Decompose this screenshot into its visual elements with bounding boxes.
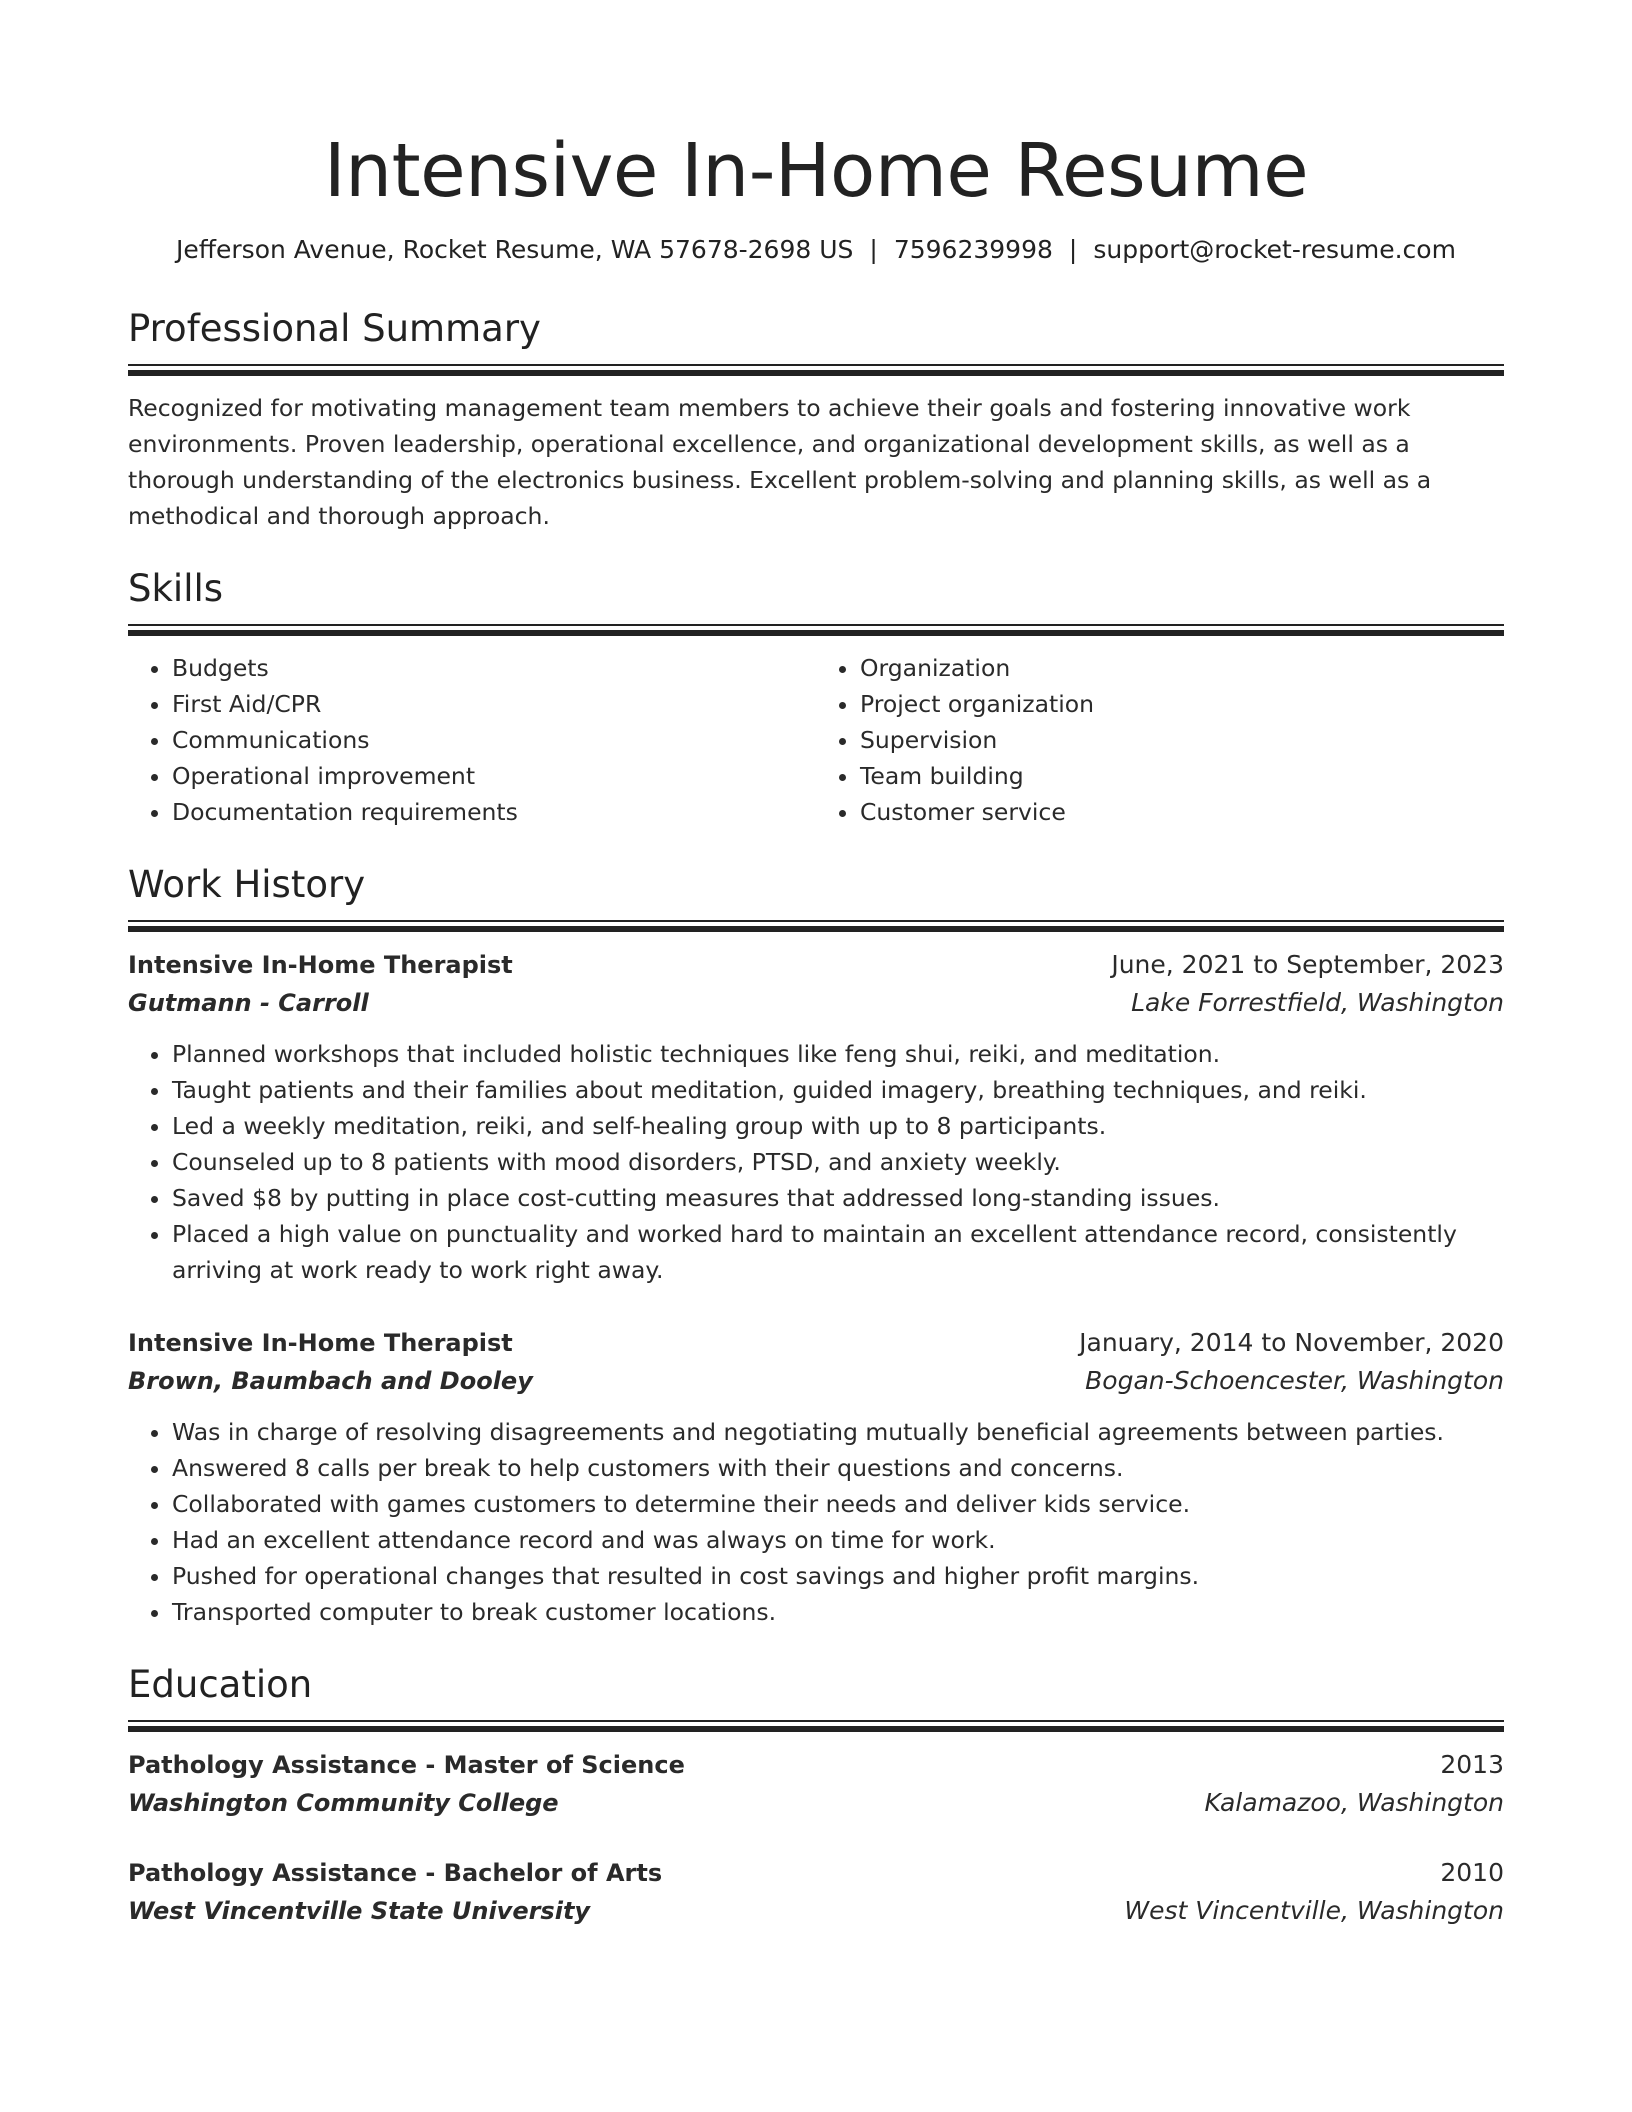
contact-address: Jefferson Avenue, Rocket Resume, WA 57678-2698 US <box>176 235 854 264</box>
job-location: Bogan-Schoencester, Washington <box>1085 1366 1504 1395</box>
summary-heading: Professional Summary <box>128 307 541 350</box>
summary-section <box>128 304 1504 534</box>
section-divider <box>128 920 1504 932</box>
contact-email: support@rocket-resume.com <box>1093 235 1456 264</box>
contact-separator: | <box>869 235 878 264</box>
job-bullet: • Taught patients and their families about meditation, guided imagery, breathing techniques, and reiki. <box>172 1072 1504 1108</box>
skill-item: • Organization <box>860 650 1504 686</box>
education-degree: Pathology Assistance - Master of Science <box>128 1751 685 1779</box>
job-company: Brown, Baumbach and Dooley <box>128 1367 533 1395</box>
skill-item: • First Aid/CPR <box>172 686 816 722</box>
education-school: West Vincentville State University <box>128 1897 591 1925</box>
education-degree: Pathology Assistance - Bachelor of Arts <box>128 1859 663 1887</box>
job-bullet: • Transported computer to break customer locations. <box>172 1594 1504 1630</box>
skill-item: • Customer service <box>860 794 1504 830</box>
job-dates: January, 2014 to November, 2020 <box>1079 1328 1504 1357</box>
skills-column-left <box>128 650 816 830</box>
job-bullets <box>128 1414 1504 1630</box>
work-section <box>128 860 1504 1630</box>
job-bullet: • Saved $8 by putting in place cost-cutting measures that addressed long-standing issues. <box>172 1180 1504 1216</box>
contact-line <box>128 232 1504 268</box>
job-bullet: • Pushed for operational changes that resulted in cost savings and higher profit margins. <box>172 1558 1504 1594</box>
job-dates: June, 2021 to September, 2023 <box>1111 950 1504 979</box>
job-bullet: • Led a weekly meditation, reiki, and self-healing group with up to 8 participants. <box>172 1108 1504 1144</box>
education-heading: Education <box>128 1663 313 1706</box>
resume-name: Intensive In-Home Resume <box>323 128 1309 214</box>
section-divider <box>128 1720 1504 1732</box>
education-year: 2010 <box>1440 1858 1504 1887</box>
skill-item: • Documentation requirements <box>172 794 816 830</box>
education-section <box>128 1660 1504 1930</box>
education-year: 2013 <box>1440 1750 1504 1779</box>
skill-item: • Budgets <box>172 650 816 686</box>
job-bullets <box>128 1036 1504 1288</box>
contact-separator: | <box>1068 235 1078 264</box>
education-entry <box>128 1854 1504 1930</box>
skill-item: • Operational improvement <box>172 758 816 794</box>
job-title: Intensive In-Home Therapist <box>128 1329 513 1357</box>
section-divider <box>128 364 1504 376</box>
section-divider <box>128 624 1504 636</box>
skills-section <box>128 564 1504 830</box>
education-location: West Vincentville, Washington <box>1124 1896 1504 1925</box>
job-bullet: • Answered 8 calls per break to help customers with their questions and concerns. <box>172 1450 1504 1486</box>
skills-list <box>128 650 1504 830</box>
job-entry <box>128 1324 1504 1630</box>
job-entry <box>128 946 1504 1288</box>
summary-text: Recognized for motivating management team members to achieve their goals and fostering innovative work environments. Proven leadership, operational excellence, and organizational development skills, as well as a thorough understanding of the electronics business. Excellent problem-solving and planning skills, as well as a methodical and thorough approach. <box>128 394 1432 530</box>
job-title: Intensive In-Home Therapist <box>128 951 513 979</box>
skill-item: • Communications <box>172 722 816 758</box>
work-heading: Work History <box>128 863 366 906</box>
job-company: Gutmann - Carroll <box>128 989 369 1017</box>
skills-column-right <box>816 650 1504 830</box>
education-entry <box>128 1746 1504 1822</box>
education-school: Washington Community College <box>128 1789 559 1817</box>
job-location: Lake Forrestfield, Washington <box>1131 988 1504 1017</box>
job-bullet: • Was in charge of resolving disagreements and negotiating mutually beneficial agreements between parties. <box>172 1414 1504 1450</box>
skill-item: • Project organization <box>860 686 1504 722</box>
job-bullet: • Had an excellent attendance record and was always on time for work. <box>172 1522 1504 1558</box>
job-bullet: • Collaborated with games customers to determine their needs and deliver kids service. <box>172 1486 1504 1522</box>
education-location: Kalamazoo, Washington <box>1204 1788 1504 1817</box>
job-bullet: • Counseled up to 8 patients with mood disorders, PTSD, and anxiety weekly. <box>172 1144 1504 1180</box>
job-bullet: • Planned workshops that included holistic techniques like feng shui, reiki, and meditation. <box>172 1036 1504 1072</box>
skills-heading: Skills <box>128 567 224 610</box>
skill-item: • Supervision <box>860 722 1504 758</box>
job-bullet: • Placed a high value on punctuality and worked hard to maintain an excellent attendance record, consistently arriving at work ready to work right away. <box>172 1216 1504 1288</box>
contact-phone: 7596239998 <box>893 235 1053 264</box>
skill-item: • Team building <box>860 758 1504 794</box>
